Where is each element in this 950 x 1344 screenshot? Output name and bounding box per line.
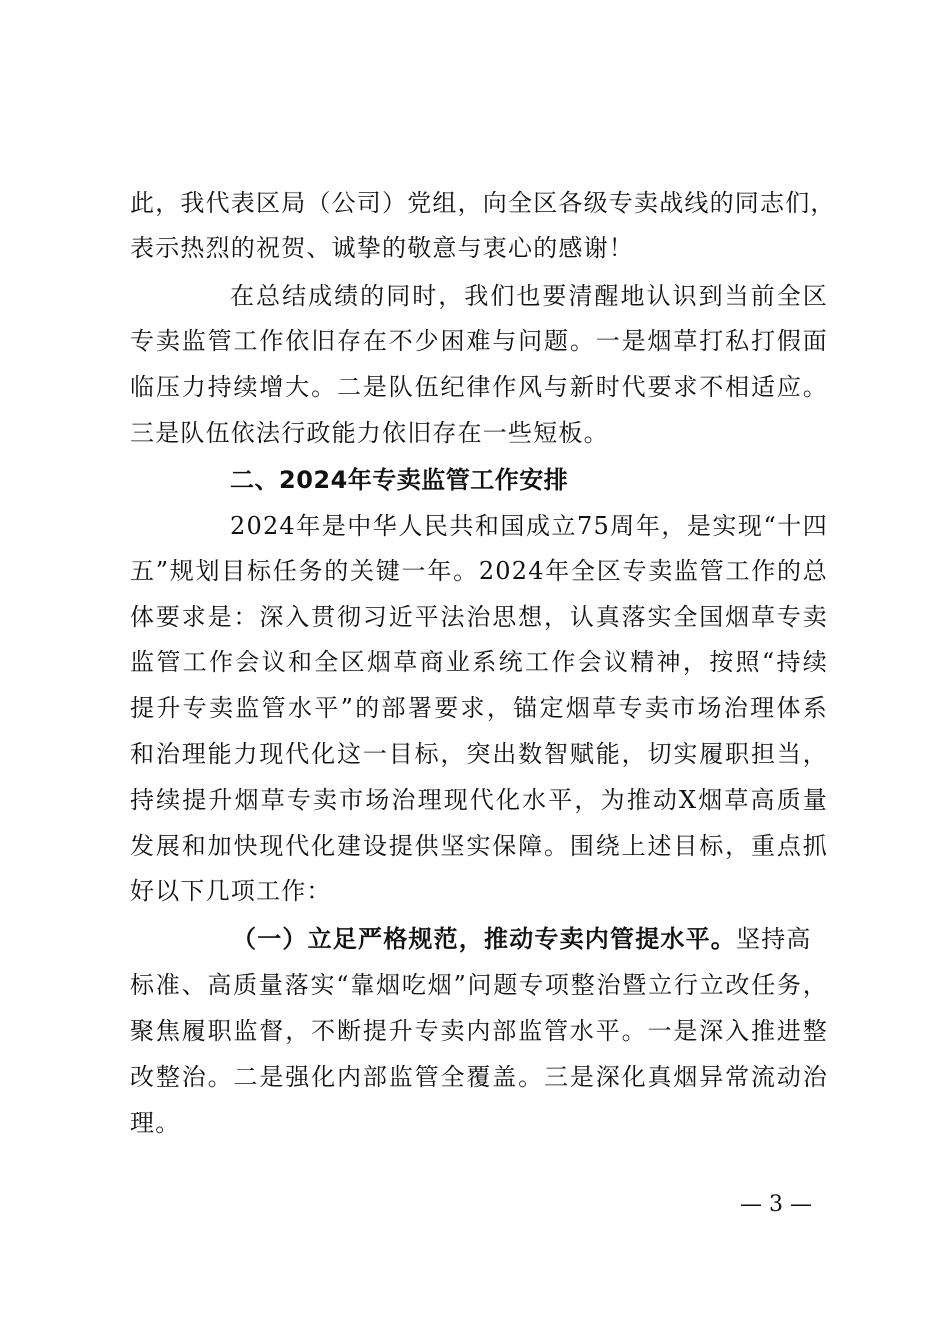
- paragraph-line: 聚焦履职监督，不断提升专卖内部监管水平。一是深入推进整: [130, 1017, 828, 1045]
- paragraph-line: 和治理能力现代化这一目标，突出数智赋能，切实履职担当，: [130, 740, 828, 768]
- paragraph-line: 监管工作会议和全区烟草商业系统工作会议精神，按照“持续: [130, 648, 828, 676]
- paragraph-line: 体要求是：深入贯彻习近平法治思想，认真落实全国烟草专卖: [130, 603, 828, 631]
- paragraph-line: 好以下几项工作：: [130, 877, 332, 905]
- page-number: — 3 —: [740, 1192, 812, 1217]
- paragraph-line: 2024年是中华人民共和国成立75周年，是实现“十四: [230, 512, 828, 540]
- paragraph-line: 表示热烈的祝贺、诚挚的敬意与衷心的感谢！: [130, 234, 634, 262]
- section-heading: 二、2024年专卖监管工作安排: [230, 466, 569, 494]
- paragraph-line: 改整治。二是强化内部监管全覆盖。三是深化真烟异常流动治: [130, 1063, 828, 1091]
- paragraph-line: 此，我代表区局（公司）党组，向全区各级专卖战线的同志们，: [130, 189, 836, 217]
- paragraph-line: 标准、高质量落实“靠烟吃烟”问题专项整治暨立行立改任务，: [130, 971, 828, 999]
- paragraph-text: 坚持高: [736, 925, 812, 953]
- paragraph-line: 专卖监管工作依旧存在不少困难与问题。一是烟草打私打假面: [130, 327, 828, 355]
- paragraph-line: 五”规划目标任务的关键一年。2024年全区专卖监管工作的总: [130, 557, 828, 585]
- paragraph-line: 临压力持续增大。二是队伍纪律作风与新时代要求不相适应。: [130, 373, 828, 401]
- paragraph-line: 三是队伍依法行政能力依旧存在一些短板。: [130, 419, 609, 447]
- paragraph-line: 持续提升烟草专卖市场治理现代化水平，为推动X烟草高质量: [130, 786, 828, 814]
- subsection-heading: （一）立足严格规范，推动专卖内管提水平。: [232, 925, 736, 953]
- paragraph-line: 在总结成绩的同时，我们也要清醒地认识到当前全区: [230, 282, 828, 310]
- paragraph-line: 理。: [130, 1109, 181, 1137]
- paragraph-line: 发展和加快现代化建设提供坚实保障。围绕上述目标，重点抓: [130, 832, 828, 860]
- subsection-line: [232, 919, 812, 959]
- paragraph-line: 提升专卖监管水平”的部署要求，锚定烟草专卖市场治理体系: [130, 694, 828, 722]
